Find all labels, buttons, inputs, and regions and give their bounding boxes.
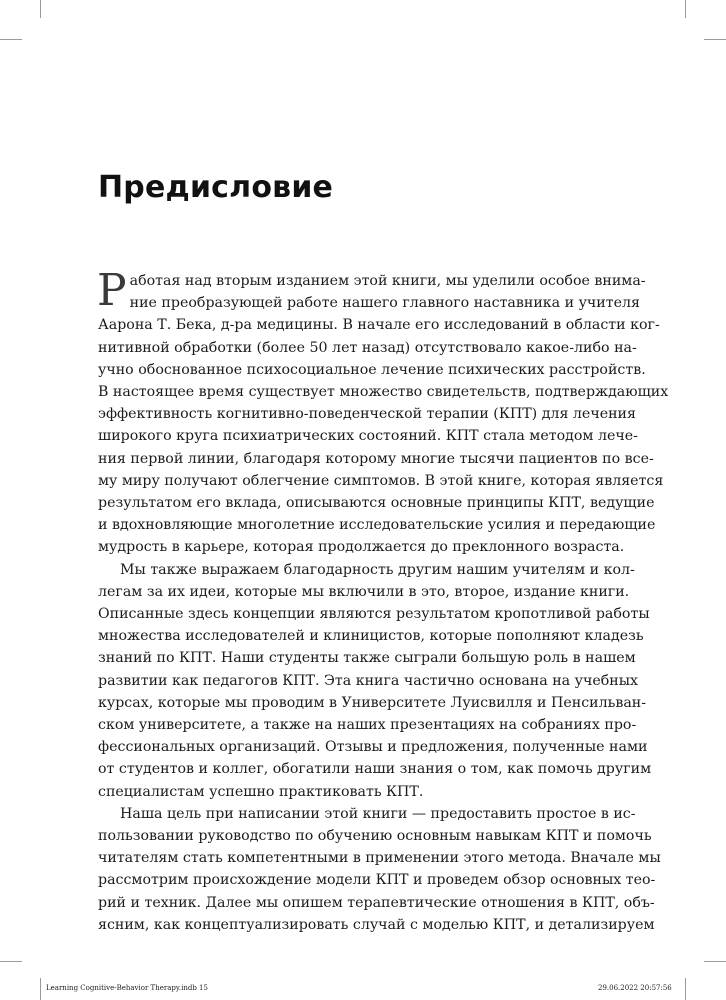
text-line: рассмотрим происхождение модели КПТ и проведем обзор основных тео- [98, 872, 656, 889]
text-line: развитии как педагогов КПТ. Эта книга частично основана на учебных [98, 672, 639, 689]
text-line: ясним, как концептуализировать случай с моделью КПТ, и детализируем [98, 916, 655, 933]
crop-mark [704, 39, 726, 40]
text-line: курсах, которые мы проводим в Университете Луисвилля и Пенсильван- [98, 694, 647, 711]
crop-mark [0, 961, 22, 962]
text-line: Аарона Т. Бека, д-ра медицины. В начале его исследований в области ког- [98, 317, 660, 334]
crop-mark [685, 0, 686, 18]
text-line: мудрость в карьере, которая продолжается до преклонного возраста. [98, 539, 625, 556]
text-line: В настоящее время существует множество свидетельств, подтверждающих [98, 384, 669, 401]
crop-mark [40, 978, 41, 1000]
text-line: читателям стать компетентными в применении этого метода. Вначале мы [98, 850, 661, 867]
text-line: знаний по КПТ. Наши студенты также сыграли большую роль в нашем [98, 650, 636, 667]
text-line: учно обоснованное психосоциальное лечение психических расстройств. [98, 361, 646, 378]
text-line: Мы также выражаем благодарность другим нашим учителям и кол- [120, 561, 635, 578]
text-line: специалистам успешно практиковать КПТ. [98, 783, 424, 800]
footer-datetime: 29.06.2022 20:57:56 [598, 984, 672, 992]
crop-mark [704, 961, 726, 962]
text-line: нитивной обработки (более 50 лет назад) отсутствовало какое-либо на- [98, 339, 637, 356]
text-line: аботая над вторым изданием этой книги, мы уделили особое внима- [129, 273, 646, 289]
page-title: Предисловие [98, 170, 334, 205]
drop-cap: Р [97, 265, 127, 316]
text-line: Описанные здесь концепции являются результатом кропотливой работы [98, 606, 650, 623]
text-line: ние преобразующей работе нашего главного наставника и учителя [129, 295, 640, 312]
text-line: легам за их идеи, которые мы включили в это, второе, издание книги. [98, 583, 630, 600]
crop-mark [0, 39, 22, 40]
text-line: ском университете, а также на наших презентациях на собраниях про- [98, 717, 637, 734]
text-line: му миру получают облегчение симптомов. В этой книге, которая является [98, 472, 664, 489]
text-line: фессиональных организаций. Отзывы и предложения, полученные нами [98, 739, 648, 756]
text-line: результатом его вклада, описываются основные принципы КПТ, ведущие [98, 495, 655, 512]
text-line: рий и техник. Далее мы опишем терапевтические отношения в КПТ, объ- [98, 894, 655, 911]
text-line: множества исследователей и клиницистов, которые пополняют кладезь [98, 628, 644, 645]
text-line: Наша цель при написании этой книги — предоставить простое в ис- [120, 805, 636, 822]
footer-file-info: Learning Cognitive-Behavior Therapy.indb 15 [46, 984, 208, 992]
text-line: от студентов и коллег, обогатили наши знания о том, как помочь другим [98, 761, 652, 778]
text-line: ния первой линии, благодаря которому многие тысячи пациентов по все- [98, 450, 654, 467]
crop-mark [685, 978, 686, 1000]
crop-mark [40, 0, 41, 18]
text-line: эффективность когнитивно-поведенческой терапии (КПТ) для лечения [98, 406, 636, 423]
text-line: пользовании руководство по обучению основным навыкам КПТ и помочь [98, 828, 652, 845]
body-text [97, 265, 669, 936]
text-line: широкого круга психиатрических состояний. КПТ стала методом лече- [98, 428, 638, 445]
text-line: и вдохновляющие многолетние исследовательские усилия и передающие [98, 517, 656, 534]
